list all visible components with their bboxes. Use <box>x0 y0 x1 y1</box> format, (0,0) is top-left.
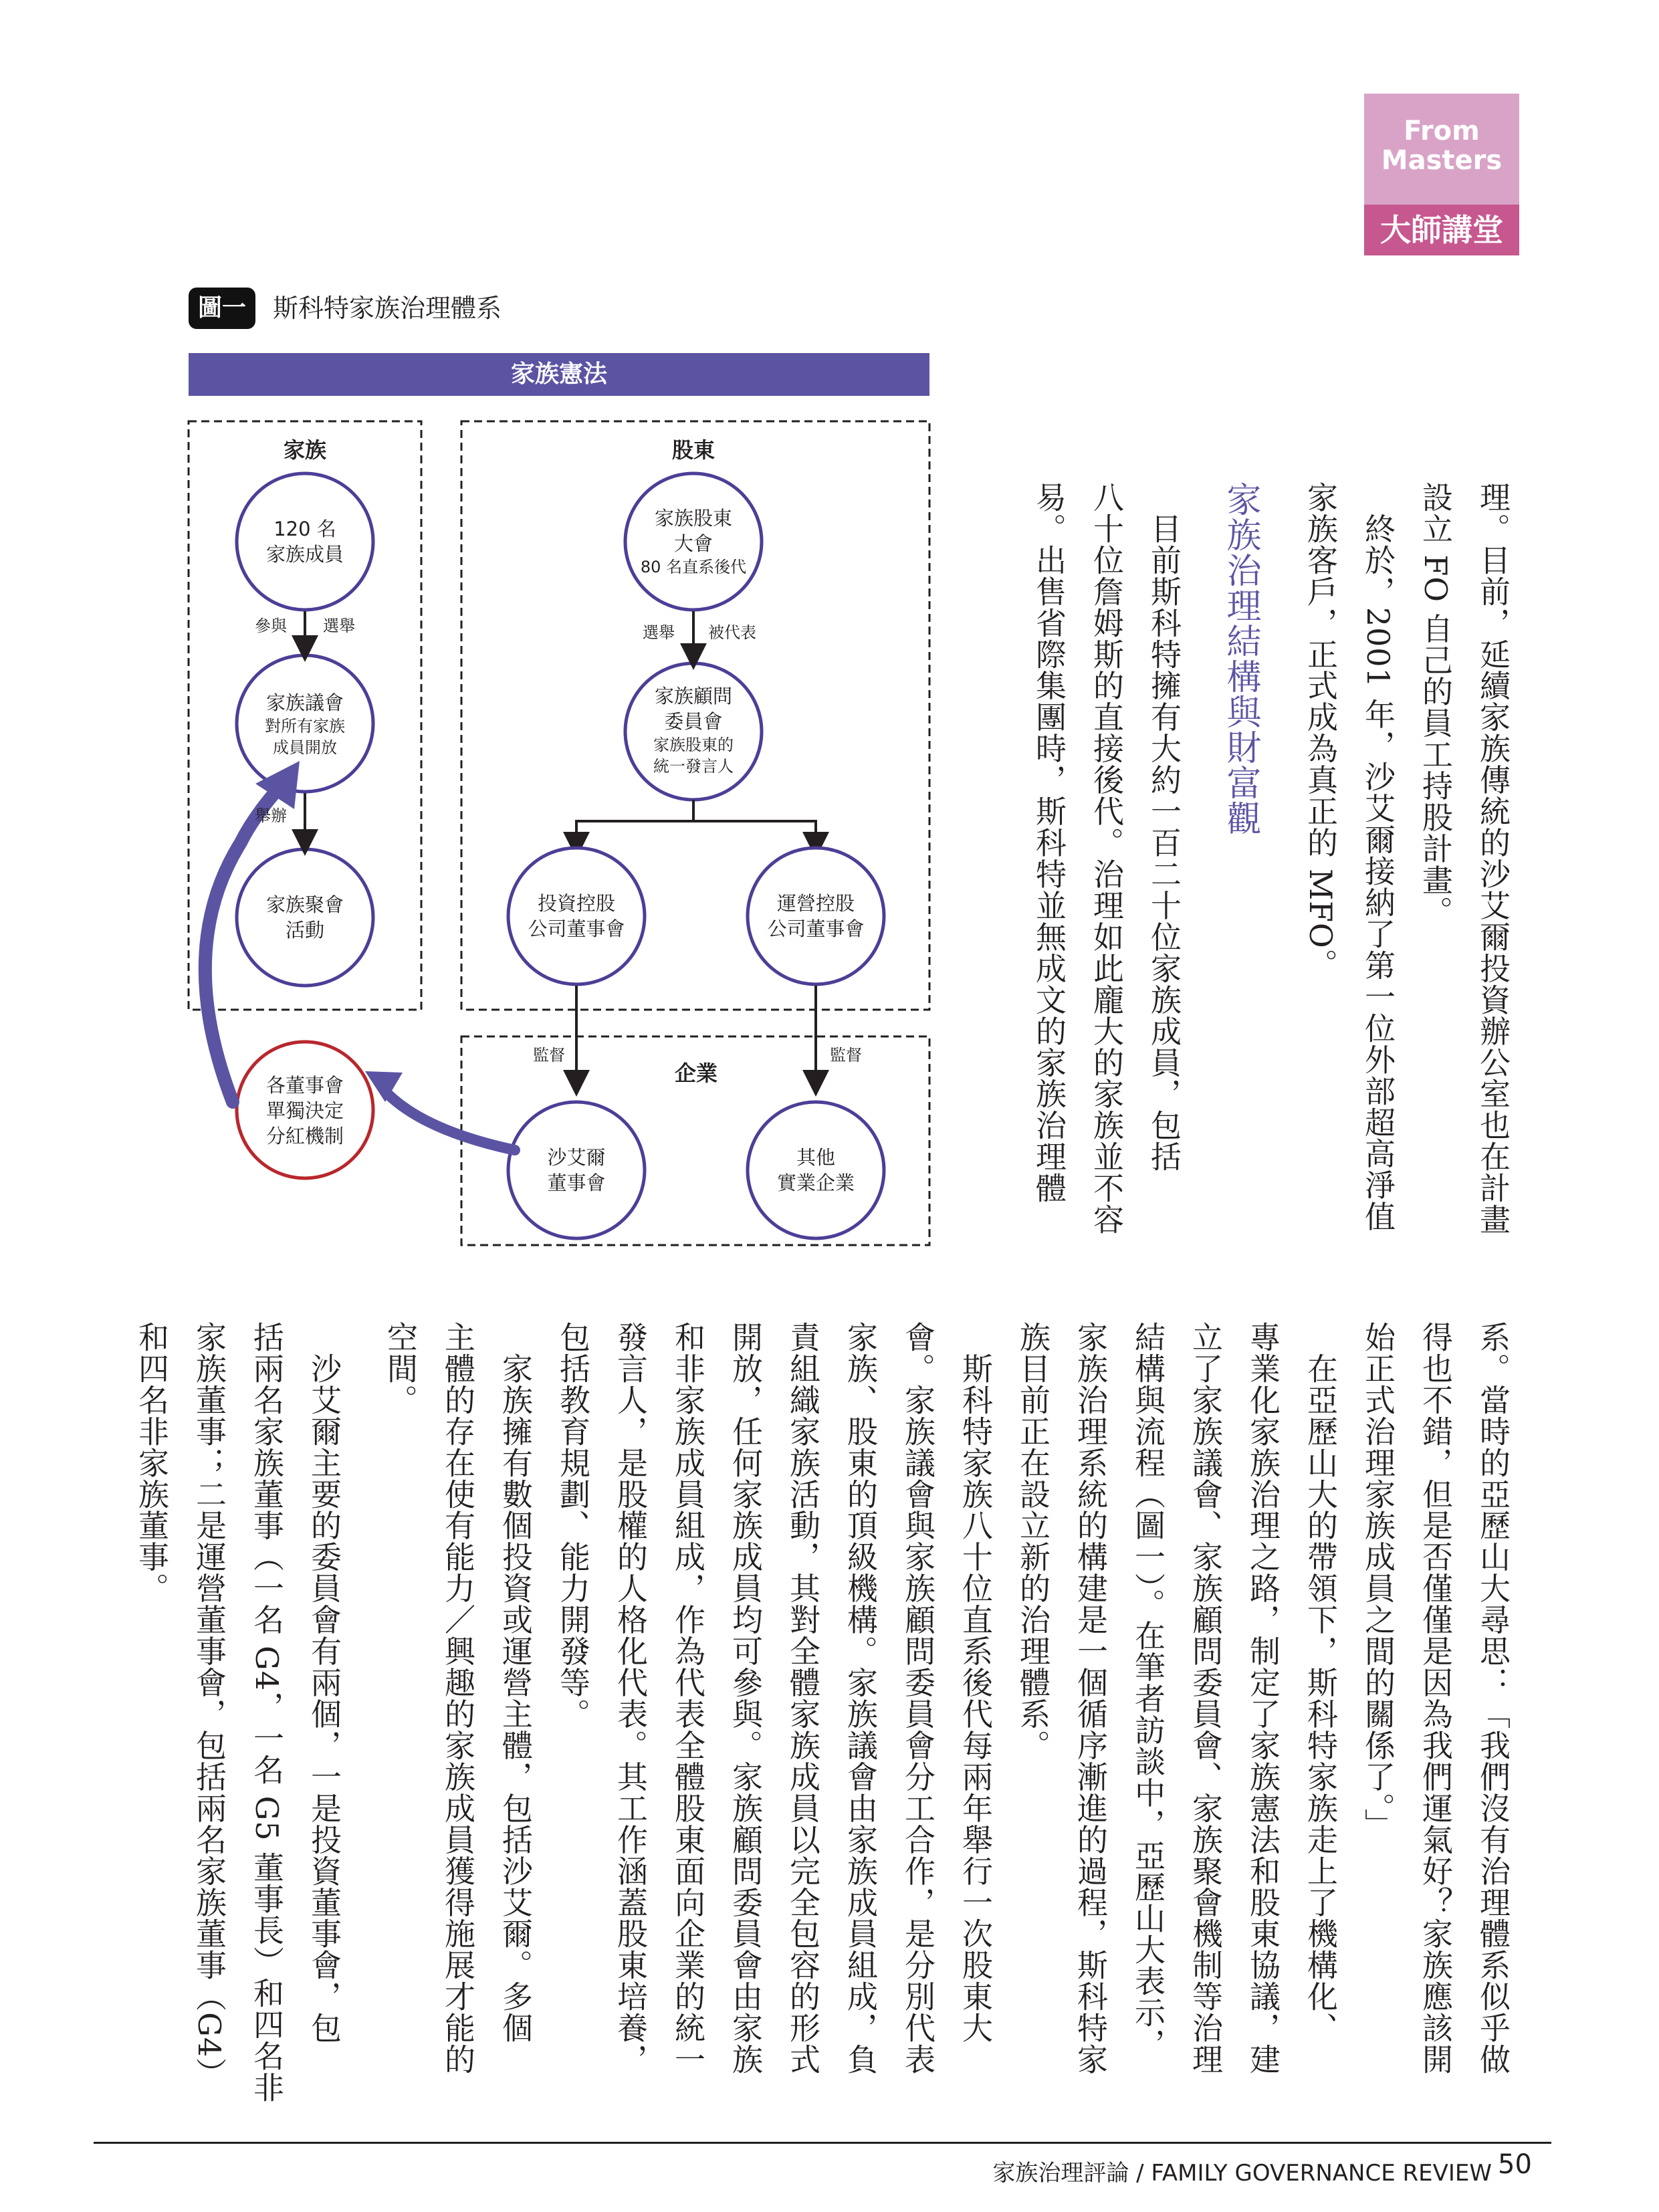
lower-column-22: 括兩名家族董事（一名 G4，一名 G5 董事長）和四名非 <box>249 1321 285 2103</box>
node-line: 家族議會 <box>265 691 344 714</box>
lower-column-23: 家族董事；二是運營董事會，包括兩名家族董事（G4） <box>191 1321 227 2090</box>
family-assembly-text <box>238 892 372 943</box>
tab-label-masters: Masters <box>1381 145 1503 176</box>
figure-label: 圖一 <box>189 288 255 329</box>
lower-column-14: 開放，任何家族成員均可參與。家族顧問委員會由家族 <box>728 1321 764 2076</box>
lower-column-11: 會。家族議會與家族顧問委員會分工合作，是分別代表 <box>900 1321 936 2076</box>
lower-column-6: 立了家族議會、家族顧問委員會、家族聚會機制等治理 <box>1188 1321 1224 2076</box>
edge-represented-label: 被代表 <box>708 623 756 642</box>
investment-board-text <box>510 891 643 942</box>
node-line: 家族股東 <box>654 507 732 530</box>
edge-participate-label: 參與 <box>255 617 287 635</box>
shareholder-section-title: 股東 <box>671 437 715 463</box>
node-line: 委員會 <box>664 710 723 733</box>
section-tab <box>1364 94 1519 255</box>
lower-column-17: 包括教育規劃、能力開發等。 <box>555 1321 591 1730</box>
family-members-text <box>238 516 372 567</box>
node-line: 統一發言人 <box>653 757 734 776</box>
node-line: 其他 <box>796 1146 835 1169</box>
node-line: 120 名 <box>273 518 336 540</box>
advisory-committee-text <box>627 683 760 777</box>
lower-column-4: 在亞歷山大的帶領下，斯科特家族走上了機構化、 <box>1303 1321 1339 2044</box>
lower-column-18: 家族擁有數個投資或運營主體，包括沙艾爾。多個 <box>497 1321 534 2044</box>
node-line: 各董事會 <box>265 1074 344 1097</box>
node-line: 家族成員 <box>265 543 344 566</box>
lower-column-7: 結構與流程（圖一）。在筆者訪談中，亞歷山大表示， <box>1130 1321 1166 2060</box>
node-line: 80 名直系後代 <box>640 558 747 576</box>
node-line: 活動 <box>285 919 324 942</box>
lower-column-21: 沙艾爾主要的委員會有兩個，一是投資董事會，包 <box>306 1321 342 2044</box>
node-line: 沙艾爾 <box>547 1146 606 1169</box>
lower-column-8: 家族治理系統的構建是一個循序漸進的過程，斯科特家 <box>1073 1321 1109 2076</box>
journal-name: 家族治理評論 / FAMILY GOVERNANCE REVIEW <box>992 2160 1492 2187</box>
lower-column-19: 主體的存在使有能力／興趣的家族成員獲得施展才能的 <box>440 1321 476 2076</box>
node-line: 成員開放 <box>273 738 337 757</box>
edge-elect-label: 選舉 <box>323 617 355 635</box>
lower-column-9: 族目前正在設立新的治理體系。 <box>1015 1321 1051 1761</box>
governance-diagram <box>181 348 943 1257</box>
lower-column-24: 和四名非家族董事。 <box>134 1321 170 1604</box>
node-line: 公司董事會 <box>528 917 625 940</box>
shareholder-meeting-text <box>627 506 760 578</box>
upper-column-7: 易。出售省際集團時，斯科特並無成文的家族治理體 <box>1031 481 1067 1204</box>
upper-column-1: 理。目前，延續家族傳統的沙艾爾投資辦公室也在計畫 <box>1475 481 1511 1236</box>
tab-label-chinese: 大師講堂 <box>1364 205 1519 255</box>
section-heading: 家族治理結構與財富觀 <box>1220 481 1260 836</box>
tab-label-from: From <box>1404 116 1480 146</box>
node-line: 家族聚會 <box>265 893 344 916</box>
lower-column-12: 家族、股東的頂級機構。家族議會由家族成員組成，負 <box>843 1321 879 2076</box>
figure-title: 斯科特家族治理體系 <box>273 294 502 323</box>
lower-column-3: 始正式治理家族成員之間的關係了。」 <box>1360 1321 1396 1840</box>
enterprise-section-title: 企業 <box>674 1061 717 1086</box>
lower-column-5: 專業化家族治理之路，制定了家族憲法和股東協議，建 <box>1245 1321 1281 2076</box>
upper-column-6: 八十位詹姆斯的直接後代。治理如此龐大的家族並不容 <box>1089 481 1125 1236</box>
lower-column-20: 空間。 <box>382 1321 419 1416</box>
edge-host-label: 舉辦 <box>255 806 287 825</box>
node-line: 家族股東的 <box>653 736 734 754</box>
lower-column-15: 和非家族成員組成，作為代表全體股東面向企業的統一 <box>670 1321 706 2076</box>
dividend-to-boards-arrow <box>384 1090 515 1150</box>
node-line: 運營控股 <box>776 892 855 915</box>
lower-column-2: 得也不錯，但是否僅僅是因為我們運氣好？家族應該開 <box>1418 1321 1454 2076</box>
node-line: 實業企業 <box>776 1172 855 1194</box>
family-council-text <box>238 690 372 758</box>
edge-shareholder-elect-label: 選舉 <box>643 623 675 642</box>
operations-board-text <box>749 891 883 942</box>
footer-rule <box>94 2142 1551 2144</box>
family-section-title: 家族 <box>283 437 326 463</box>
saiel-board-text <box>510 1145 643 1196</box>
node-line: 投資控股 <box>537 892 615 915</box>
node-line: 單獨決定 <box>265 1099 344 1122</box>
node-line: 分紅機制 <box>265 1125 344 1147</box>
lower-column-1: 系。當時的亞歷山大尋思：「我們沒有治理體系似乎做 <box>1475 1321 1511 2076</box>
node-line: 對所有家族 <box>265 717 345 736</box>
node-line: 公司董事會 <box>767 917 865 940</box>
dividend-text <box>238 1073 372 1149</box>
supervise-left-label: 監督 <box>533 1046 565 1065</box>
node-line: 家族顧問 <box>654 685 732 707</box>
upper-column-4: 家族客戶，正式成為真正的 MFO。 <box>1303 481 1339 980</box>
upper-column-3: 終於，2001 年，沙艾爾接納了第一位外部超高淨值 <box>1360 481 1396 1232</box>
node-line: 董事會 <box>547 1172 606 1194</box>
other-enterprises-text <box>749 1145 883 1196</box>
supervise-right-label: 監督 <box>830 1046 862 1065</box>
node-line: 大會 <box>673 532 713 555</box>
lower-column-13: 責組織家族活動，其對全體家族成員以完全包容的形式 <box>785 1321 821 2076</box>
banner-title: 家族憲法 <box>510 360 607 388</box>
upper-column-2: 設立 FO 自己的員工持股計畫。 <box>1418 481 1454 927</box>
upper-column-5: 目前斯科特擁有大約一百二十位家族成員，包括 <box>1146 481 1182 1173</box>
lower-column-16: 發言人，是股權的人格化代表。其工作涵蓋股東培養， <box>613 1321 649 2076</box>
lower-column-10: 斯科特家族八十位直系後代每兩年舉行一次股東大 <box>958 1321 994 2044</box>
page-number: 50 <box>1498 2149 1532 2180</box>
